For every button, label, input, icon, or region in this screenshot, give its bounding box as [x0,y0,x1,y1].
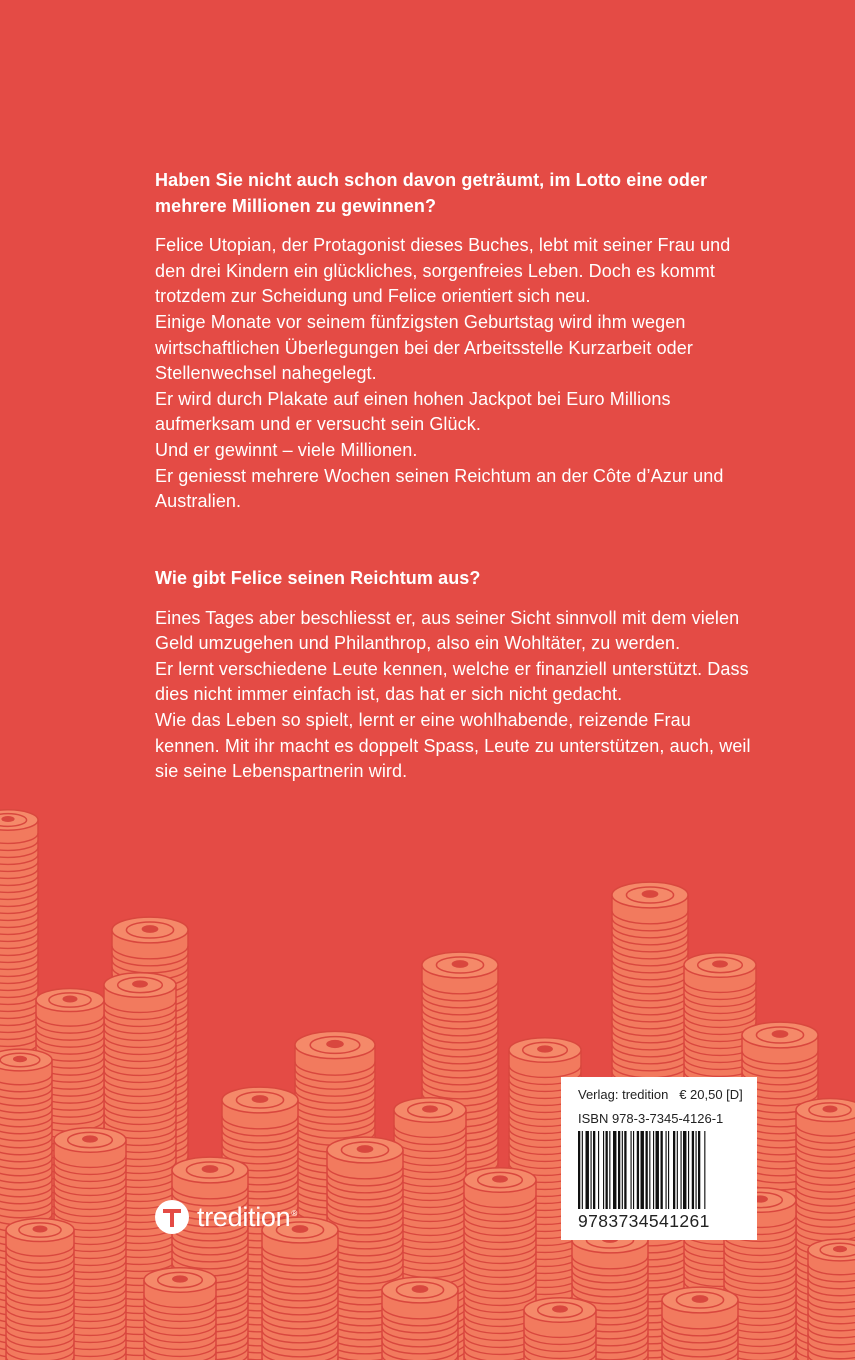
isbn-barcode-label [561,1077,757,1240]
section-wealth [155,566,755,785]
coin-stack [808,1239,855,1360]
coin-stack [382,1277,458,1360]
paragraph: Er wird durch Plakate auf einen hohen Jackpot bei Euro Millions aufmerksam und er versucht sein Glück. [155,388,671,435]
publisher-logo-text: tredition® [197,1201,297,1232]
paragraph: Eines Tages aber beschliesst er, aus seiner Sicht sinnvoll mit dem vielen Geld umzugehen und Philanthrop, also ein Wohltäter, zu werden. [155,607,740,654]
isbn-label: ISBN 978-3-7345-4126-1 [578,1111,724,1126]
section-lotto [155,168,755,515]
paragraph: Felice Utopian, der Protagonist dieses Buches, lebt mit seiner Frau und den drei Kindern ein glückliches, sorgenfreies Leben. Doch es kommt trotzdem zur Scheidung und Felice orientiert sich neu. [155,235,731,307]
registered-mark: ® [291,1208,297,1218]
paragraph: Er lernt verschiedene Leute kennen, welche er finanziell unterstützt. Dass dies nicht immer einfach ist, das hat er sich nicht gedacht. [155,658,749,705]
price-label: € 20,50 [D] [679,1087,743,1102]
paragraph: Er geniesst mehrere Wochen seinen Reichtum an der Côte d’Azur und Australien. [155,465,724,512]
coin-stack [144,1268,216,1360]
paragraph: Einige Monate vor seinem fünfzigsten Geburtstag wird ihm wegen wirtschaftlichen Überlegungen bei der Arbeitsstelle Kurzarbeit oder Stellenwechsel nahegelegt. [155,311,693,384]
barcode-bars [578,1131,744,1209]
coin-stack [662,1287,738,1360]
publisher-price-line [578,1087,743,1102]
section-lotto-heading: Haben Sie nicht auch schon davon geträumt, im Lotto eine oder mehrere Millionen zu gewinnen? [155,170,708,216]
section-wealth-heading: Wie gibt Felice seinen Reichtum aus? [155,568,481,588]
barcode-digits: 9783734541261 [578,1211,710,1231]
paragraph: Und er gewinnt – viele Millionen. [155,439,418,460]
paragraph: Wie das Leben so spielt, lernt er eine wohlhabende, reizende Frau kennen. Mit ihr macht es doppelt Spass, Leute zu unterstützen, auch, weil sie seine Lebenspartnerin wird. [155,709,751,782]
publisher-label: Verlag: tredition [578,1087,669,1102]
tredition-logo-icon [155,1200,189,1234]
coin-stack [262,1217,338,1360]
publisher-logo [155,1200,297,1234]
coin-stack [524,1298,596,1360]
coin-stack [6,1218,74,1360]
